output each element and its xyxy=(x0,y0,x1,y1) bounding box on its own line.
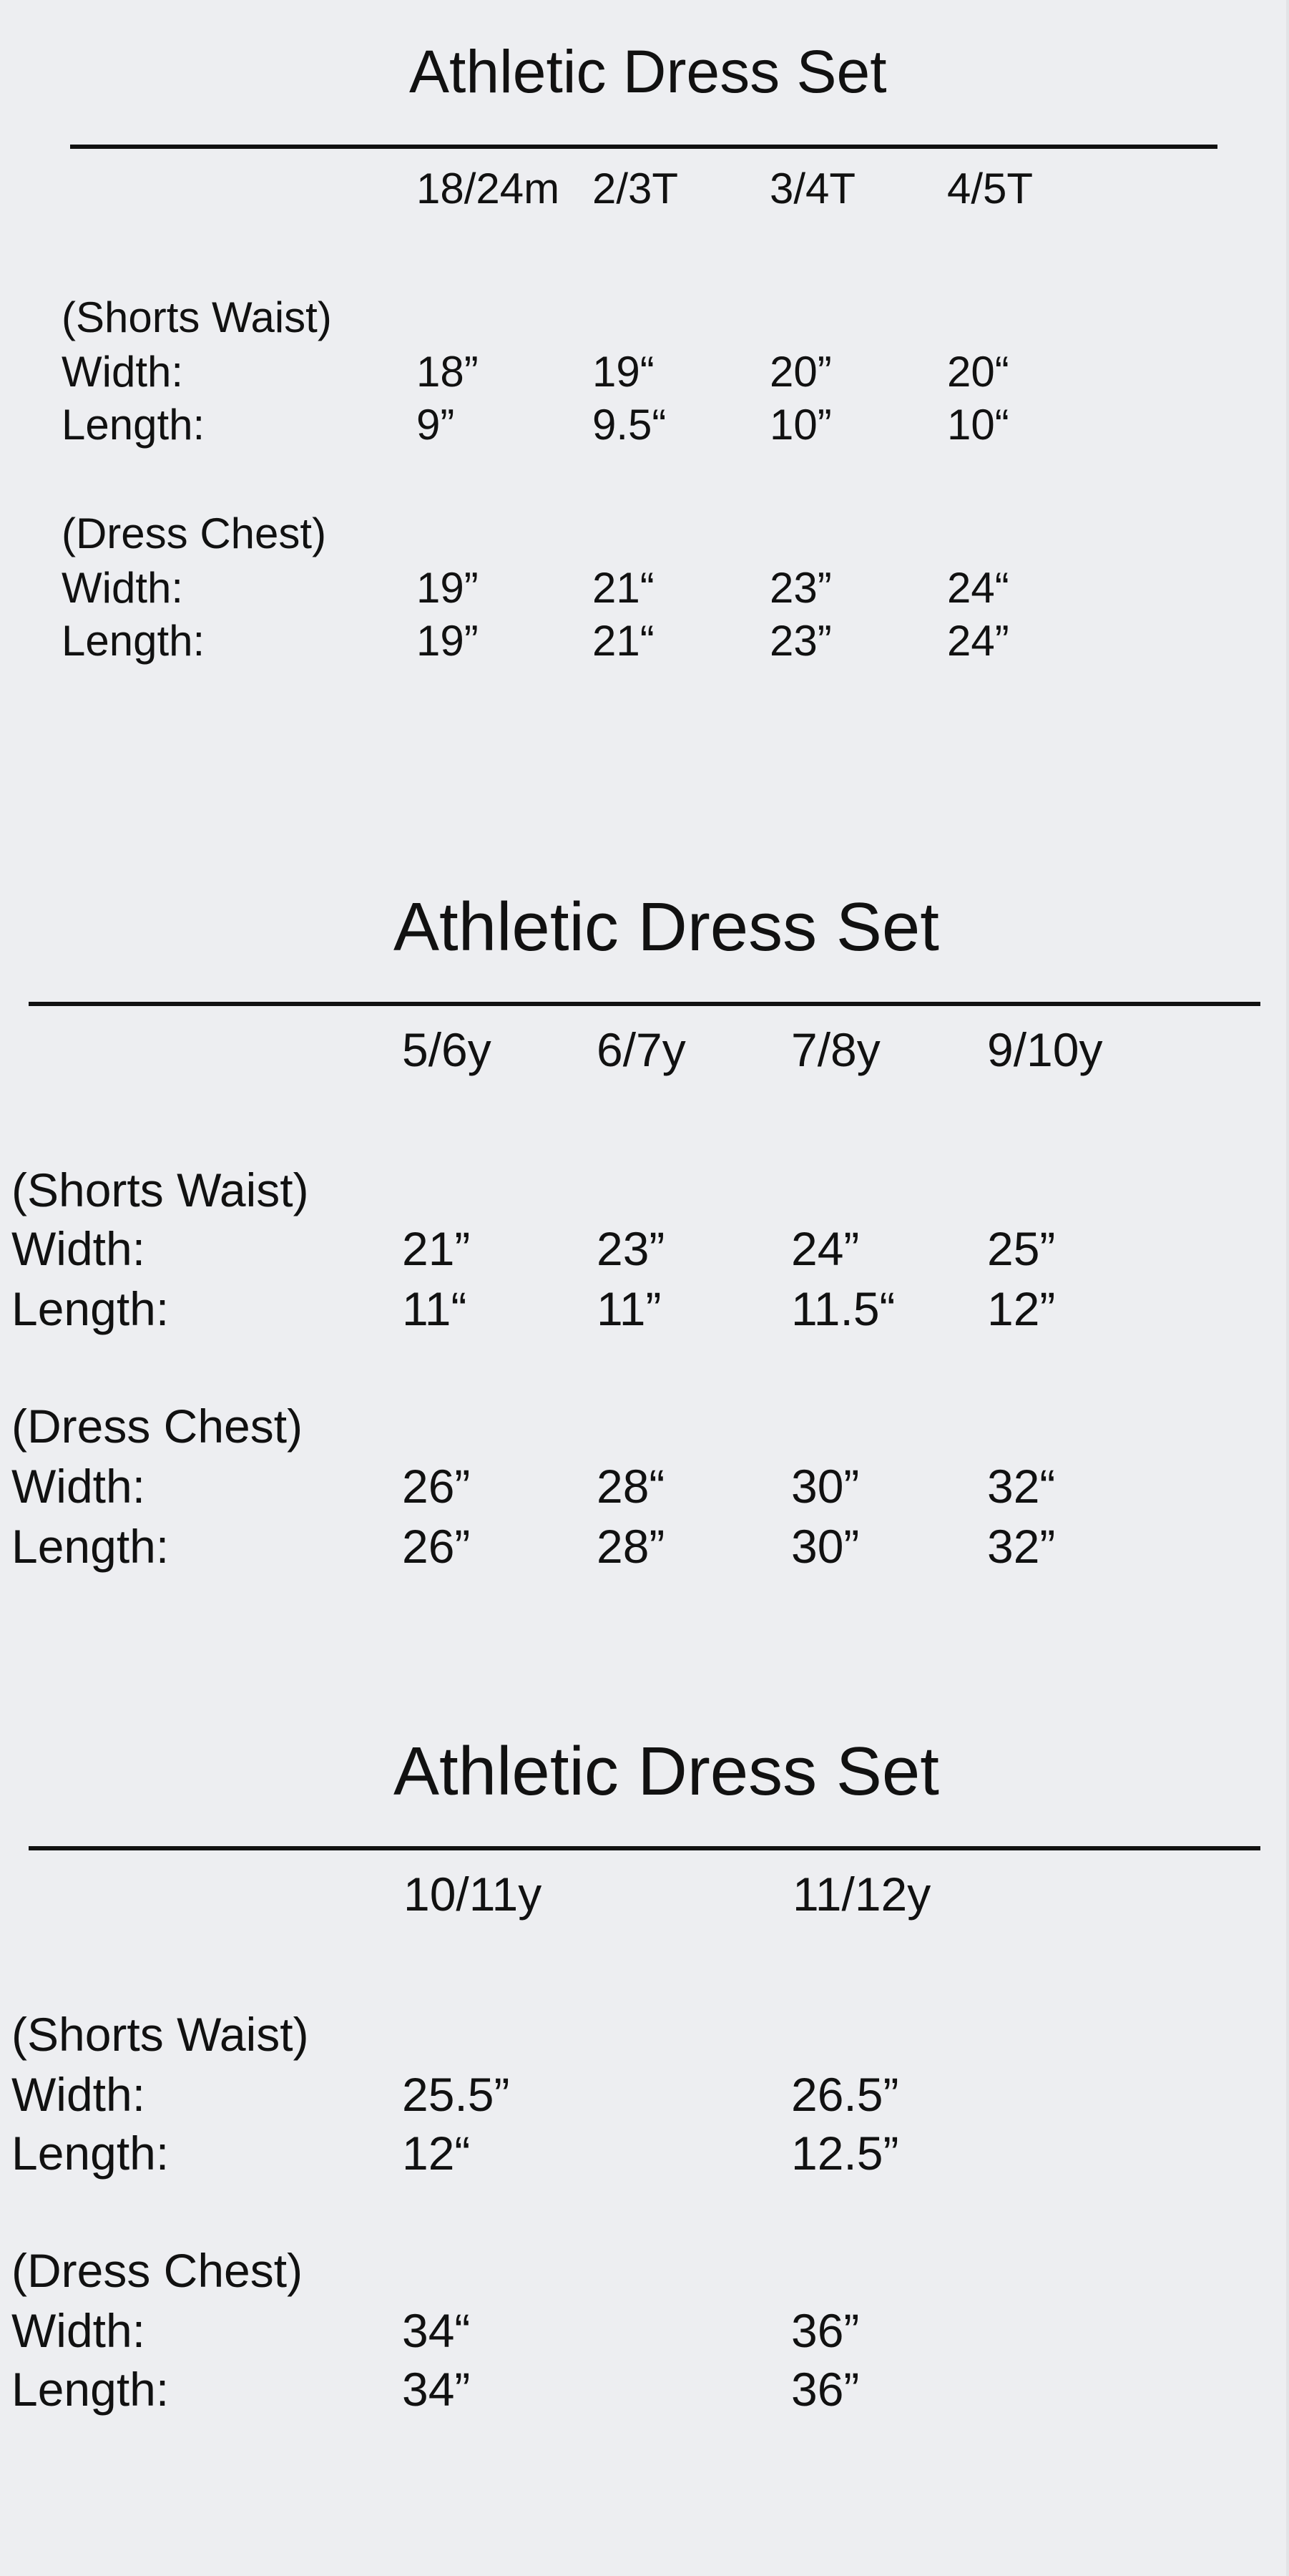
row-label: Width: xyxy=(11,1222,146,1275)
measurement-value: 26” xyxy=(402,1460,471,1513)
row-label: Length: xyxy=(11,1282,170,1335)
group-label: (Dress Chest) xyxy=(62,509,327,557)
row-label: Length: xyxy=(11,2363,170,2416)
measurement-value: 23” xyxy=(597,1222,665,1275)
measurement-value: 20” xyxy=(770,348,832,396)
measurement-value: 30” xyxy=(791,1460,860,1513)
divider-line xyxy=(29,1002,1260,1006)
measurement-value: 19” xyxy=(416,617,479,665)
row-label: Length: xyxy=(11,2127,170,2180)
measurement-value: 28” xyxy=(597,1520,665,1573)
measurement-value: 10“ xyxy=(947,401,1009,449)
measurement-value: 32“ xyxy=(987,1460,1056,1513)
size-header: 6/7y xyxy=(597,1023,686,1076)
group-label: (Shorts Waist) xyxy=(11,1163,309,1216)
row-label: Length: xyxy=(11,1520,170,1573)
measurement-value: 21“ xyxy=(592,617,655,665)
measurement-value: 25” xyxy=(987,1222,1056,1275)
measurement-value: 24” xyxy=(791,1222,860,1275)
row-label: Width: xyxy=(62,348,184,396)
row-label: Width: xyxy=(11,1460,146,1513)
measurement-value: 25.5” xyxy=(402,2068,510,2121)
measurement-value: 23” xyxy=(770,564,832,612)
row-label: Width: xyxy=(62,564,184,612)
measurement-value: 12” xyxy=(987,1282,1056,1335)
measurement-value: 11“ xyxy=(402,1282,467,1335)
measurement-value: 26.5” xyxy=(791,2068,899,2121)
group-label: (Shorts Waist) xyxy=(11,2008,309,2061)
size-header: 7/8y xyxy=(791,1023,881,1076)
size-header: 5/6y xyxy=(402,1023,491,1076)
divider-line xyxy=(29,1846,1260,1850)
measurement-value: 28“ xyxy=(597,1460,665,1513)
measurement-value: 24“ xyxy=(947,564,1009,612)
size-header: 3/4T xyxy=(770,165,856,213)
group-label: (Shorts Waist) xyxy=(62,293,332,341)
measurement-value: 23” xyxy=(770,617,832,665)
measurement-value: 11” xyxy=(597,1282,662,1335)
size-header: 2/3T xyxy=(592,165,679,213)
section-title: Athletic Dress Set xyxy=(393,1733,939,1810)
measurement-value: 26” xyxy=(402,1520,471,1573)
measurement-value: 32” xyxy=(987,1520,1056,1573)
section-title: Athletic Dress Set xyxy=(409,38,887,105)
section-title: Athletic Dress Set xyxy=(393,889,939,965)
measurement-value: 21“ xyxy=(592,564,655,612)
size-header: 11/12y xyxy=(793,1868,931,1921)
row-label: Length: xyxy=(62,617,205,665)
measurement-value: 12.5” xyxy=(791,2127,899,2180)
measurement-value: 24” xyxy=(947,617,1009,665)
size-header: 18/24m xyxy=(416,165,560,213)
measurement-value: 21” xyxy=(402,1222,471,1275)
measurement-value: 36” xyxy=(791,2363,860,2416)
measurement-value: 18” xyxy=(416,348,479,396)
measurement-value: 19“ xyxy=(592,348,655,396)
measurement-value: 10” xyxy=(770,401,832,449)
measurement-value: 19” xyxy=(416,564,479,612)
measurement-value: 30” xyxy=(791,1520,860,1573)
divider-line xyxy=(70,145,1217,149)
size-header: 10/11y xyxy=(403,1868,542,1921)
measurement-value: 11.5“ xyxy=(791,1282,896,1335)
row-label: Width: xyxy=(11,2068,146,2121)
measurement-value: 12“ xyxy=(402,2127,471,2180)
row-label: Width: xyxy=(11,2304,146,2357)
group-label: (Dress Chest) xyxy=(11,2244,303,2297)
row-label: Length: xyxy=(62,401,205,449)
measurement-value: 34” xyxy=(402,2363,471,2416)
measurement-value: 20“ xyxy=(947,348,1009,396)
measurement-value: 34“ xyxy=(402,2304,471,2357)
measurement-value: 9” xyxy=(416,401,455,449)
group-label: (Dress Chest) xyxy=(11,1400,303,1453)
measurement-value: 36” xyxy=(791,2304,860,2357)
page-edge xyxy=(1286,0,1289,2576)
size-header: 4/5T xyxy=(947,165,1034,213)
size-header: 9/10y xyxy=(987,1023,1103,1076)
measurement-value: 9.5“ xyxy=(592,401,667,449)
